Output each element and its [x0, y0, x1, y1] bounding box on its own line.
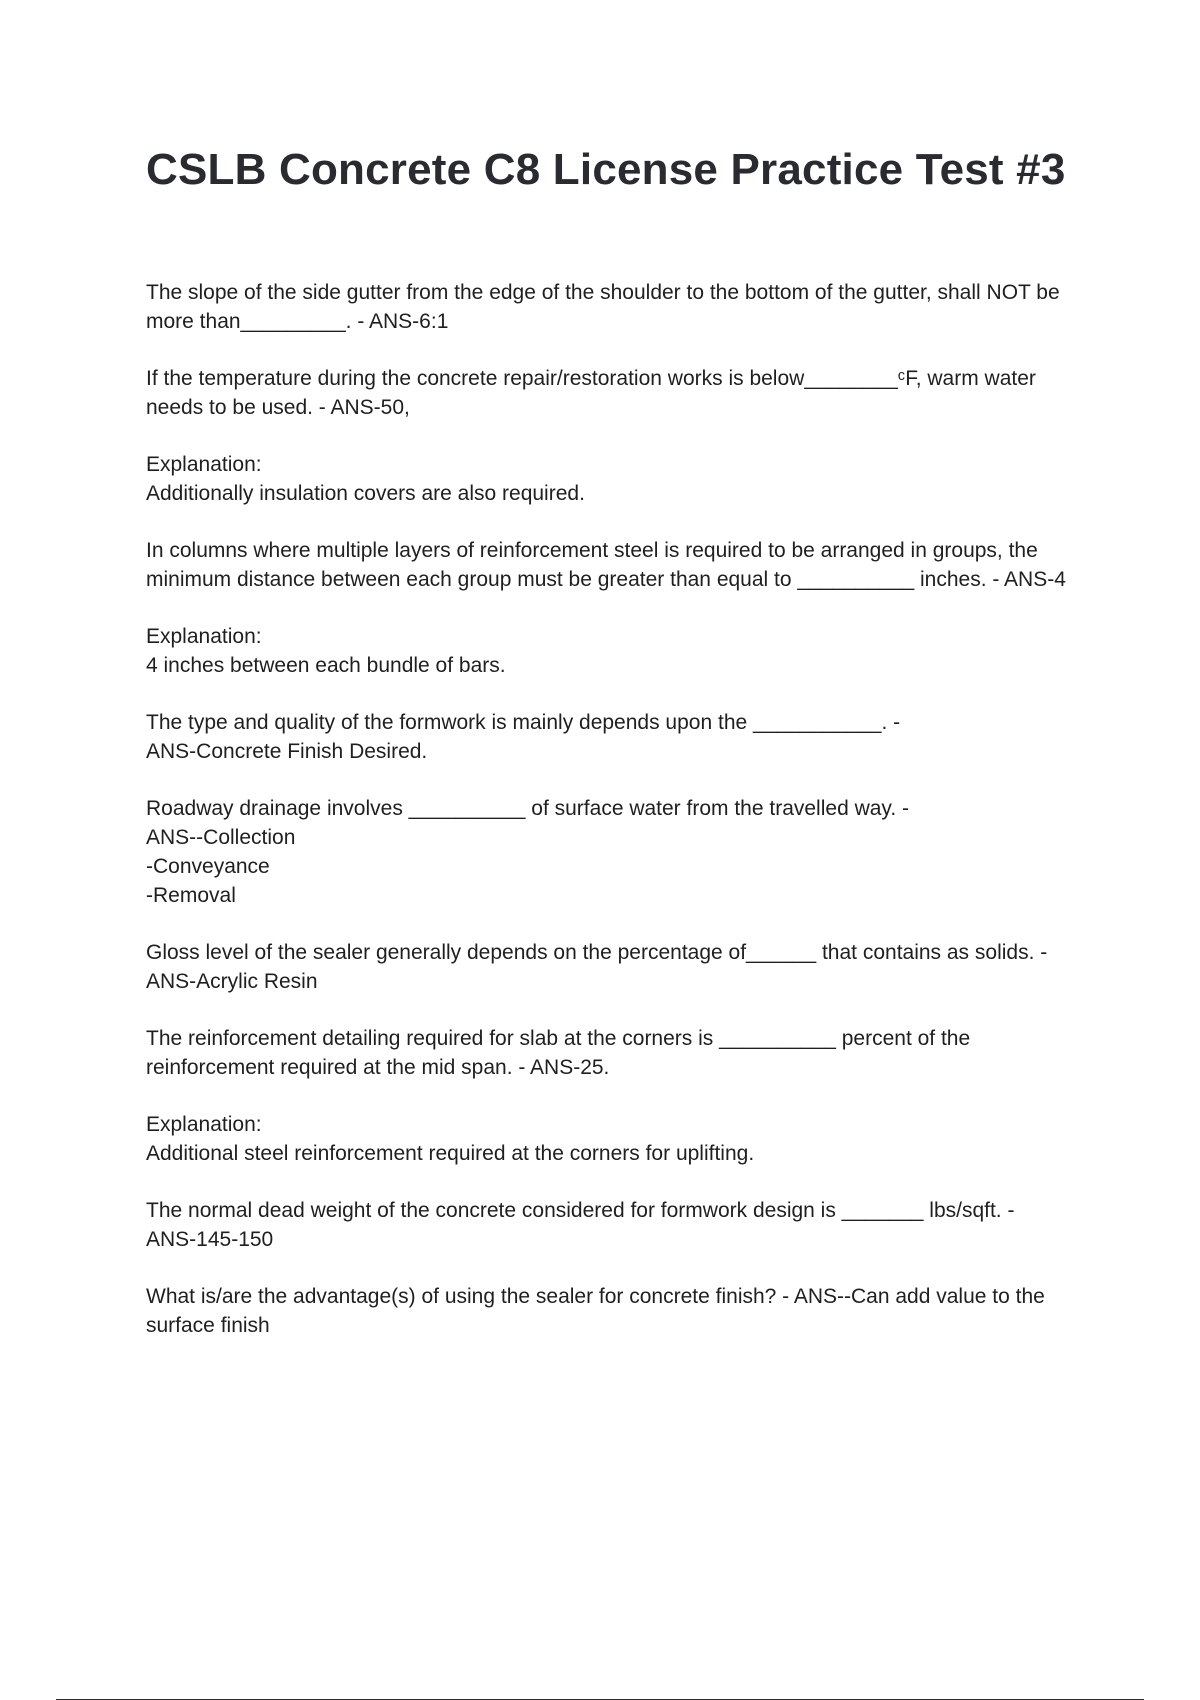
- question-slab-corners: The reinforcement detailing required for slab at the corners is __________ percent of the reinforcement required at the mid span. - ANS-25.: [146, 1027, 971, 1079]
- question-dead-weight: The normal dead weight of the concrete considered for formwork design is _______ lbs/sqft. - ANS-145-150: [146, 1199, 1015, 1251]
- question-formwork-quality: The type and quality of the formwork is mainly depends upon the ___________. - ANS-Concrete Finish Desired.: [146, 711, 901, 763]
- question-roadway-drainage: Roadway drainage involves __________ of surface water from the travelled way. - ANS--Collection -Conveyance -Removal: [146, 797, 910, 907]
- explanation-bundle-bars: Explanation: 4 inches between each bundle of bars.: [146, 625, 506, 677]
- page-title: CSLB Concrete C8 License Practice Test #3: [146, 145, 1066, 194]
- question-slope-gutter: The slope of the side gutter from the edge of the shoulder to the bottom of the gutter, shall NOT be more than_________. - ANS-6:1: [146, 281, 1060, 333]
- explanation-uplifting: Explanation: Additional steel reinforcement required at the corners for uplifting.: [146, 1113, 755, 1165]
- question-sealer-advantages: What is/are the advantage(s) of using the sealer for concrete finish? - ANS--Can add value to the surface finish: [146, 1285, 1045, 1337]
- explanation-insulation: Explanation: Additionally insulation covers are also required.: [146, 453, 585, 505]
- question-temperature: If the temperature during the concrete repair/restoration works is below________ᶜF, warm water needs to be used. - ANS-50,: [146, 367, 1036, 419]
- question-columns-reinforcement: In columns where multiple layers of reinforcement steel is required to be arranged in groups, the minimum distance between each group must be greater than equal to __________ inches. - ANS-4: [146, 539, 1066, 591]
- question-sealer-gloss: Gloss level of the sealer generally depends on the percentage of______ that contains as solids. - ANS-Acrylic Resin: [146, 941, 1048, 993]
- document-page: [146, 140, 1096, 1368]
